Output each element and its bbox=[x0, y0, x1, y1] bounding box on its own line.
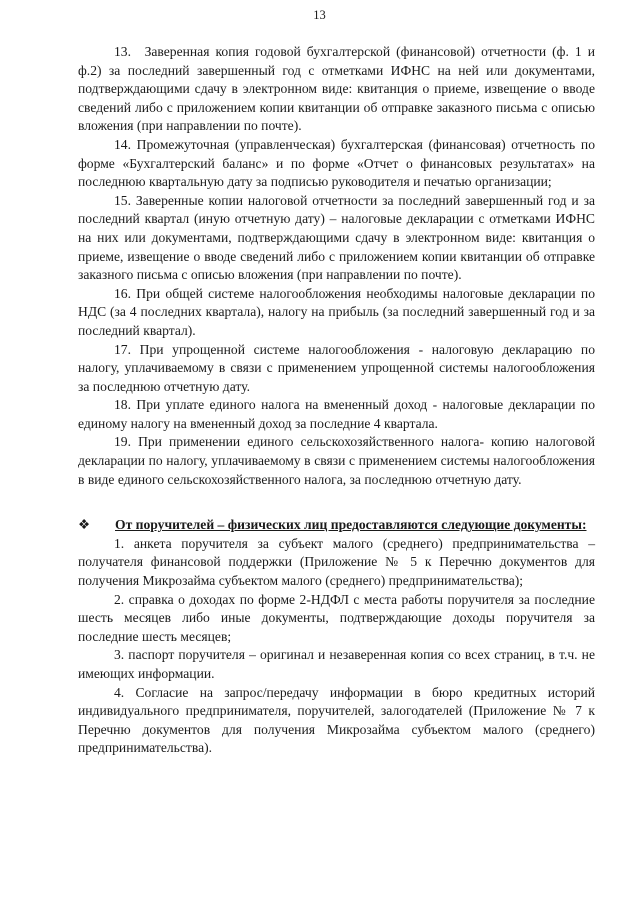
document-body bbox=[78, 43, 595, 758]
guarantor-item-1: 1. анкета поручителя за субъект малого (среднего) предпринимательства – получателя финансовой поддержки (Приложение № 5 к Перечню документов для получения Микрозайма субъектом малого (среднего) предпринимательства); bbox=[78, 535, 595, 589]
list-item-15: 15. Заверенные копии налоговой отчетности за последний завершенный год и за последний квартал (иную отчетную дату) – налоговые декларации с отметками ИФНС на них или документами, подтверждающими сдачу в электронном виде: квитанция о приеме, извещение о вводе сведений либо с приложением копии квитанции об отправке заказного письма с описью вложения (при направлении по почте). bbox=[78, 192, 595, 283]
guarantor-item-4: 4. Согласие на запрос/передачу информации в бюро кредитных историй индивидуального предпринимателя, поручителей, залогодателей (Приложение № 7 к Перечню документов для получения Микрозайма субъектом малого (среднего) предпринимательства). bbox=[78, 684, 595, 756]
section-heading-text: От поручителей – физических лиц предоставляются следующие документы: bbox=[115, 517, 587, 533]
list-item-17: 17. При упрощенной системе налогообложения - налоговую декларацию по налогу, уплачиваемому в связи с применением упрощенной системы налогообложения за последнюю отчетную дату. bbox=[78, 341, 595, 394]
list-item-18: 18. При уплате единого налога на вмененный доход - налоговые декларации по единому налогу на вмененный доход за последние 4 квартала. bbox=[78, 397, 595, 431]
list-item-13: 13. Заверенная копия годовой бухгалтерской (финансовой) отчетности (ф. 1 и ф.2) за последний завершенный год с отметками ИФНС на ней или документами, подтверждающими сдачу в электронном виде: квитанция о приеме, извещение о вводе сведений либо с приложением копии квитанции об отправке заказного письма с описью вложения (при направлении по почте). bbox=[78, 44, 595, 134]
list-item-14: 14. Промежуточная (управленческая) бухгалтерская (финансовая) отчетность по форме «Бухгалтерский баланс» и по форме «Отчет о финансовых результатах» на последнюю квартальную дату за подписью руководителя и печатью организации; bbox=[78, 136, 595, 190]
guarantor-item-3: 3. паспорт поручителя – оригинал и незаверенная копия со всех страниц, в т.ч. не имеющих информации. bbox=[78, 647, 595, 681]
list-item-16: 16. При общей системе налогообложения необходимы налоговые декларации по НДС (за 4 последних квартала), налогу на прибыль (за последний завершенный год и за последний квартал). bbox=[78, 285, 595, 338]
bullet-icon: ❖ bbox=[78, 517, 91, 533]
guarantor-item-2: 2. справка о доходах по форме 2-НДФЛ с места работы поручителя за последние шесть месяцев либо иные документы, подтверждающие доходы поручителя за последние шесть месяцев; bbox=[78, 591, 595, 644]
page-number: 13 bbox=[313, 8, 326, 22]
section-heading bbox=[78, 516, 595, 535]
list-item-19: 19. При применении единого сельскохозяйственного налога- копию налоговой декларации по налогу, уплачиваемому в связи с применением системы налогообложения в виде единого сельскохозяйственного налога, за последнюю отчетную дату. bbox=[78, 434, 595, 487]
